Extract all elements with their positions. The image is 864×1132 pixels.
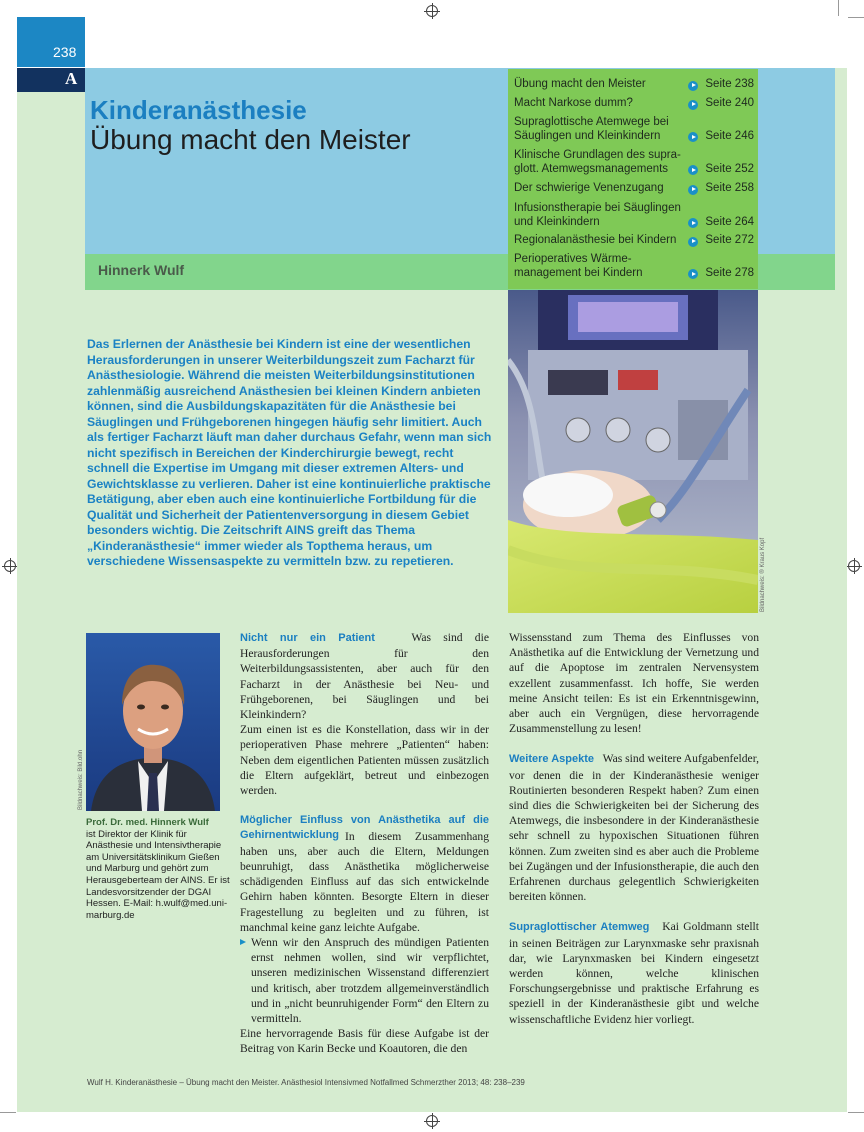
toc-item-title: Supraglottische Atemwege bei Säuglingen und Kleinkindern [514,116,669,142]
toc-item[interactable] [514,78,754,92]
paragraph [509,919,759,1026]
page-title: Kinderanästhesie [90,95,307,125]
toc-item-page: Seite 238 [705,78,754,90]
bullet-arrow-icon [240,939,246,945]
paragraph: In diesem Zusammenhang haben uns, aber auch die Eltern, Meldungen beunruhigt, dass Anästhetika möglicherweise schädigenden Einfluss auf das sich entwickelnde Gehirn haben könnten. Besorgte Eltern in dieser Fragestellung zu begleiten und zu führen, ist manchmal keine ganz leichte Aufgabe. [240,829,489,934]
arrow-right-icon [688,100,698,110]
paragraph-text: Kai Goldmann stellt in seinen Beiträgen zur Larynxmaske sehr praxisnah dar, wie Larynxmasken bei Kindern eingesetzt werden können, welche klinischen Forschungsergebnisse und praktische Erfahrung es speziell in der Kinderanästhesie gibt und welche wissenschaftliche Evidenz hier vorliegt. [509,920,759,1026]
toc-item[interactable] [514,116,754,143]
intro-text: Das Erlernen der Anästhesie bei Kindern ist eine der wesentlichen Herausforderungen in unserer Weiterbildungszeit zum Facharzt für Anästhesiologie. Während die meisten Weiterbildungsinstitutionen zahlenmäßig ausreichend Anästhesien bei kleinen Kindern anbieten können, sind die Ausbildungskapazitäten für die Anästhesie bei Säuglingen und Frühgeborenen hingegen häufig sehr limitiert. Auch als fertiger Facharzt läuft man daher durchaus Gefahr, wenn man sich nicht spezifisch in Bereichen der Kinderchirurgie bewegt, recht schnell die Expertise im Umgang mit dieser extremen Alters- und Gewichtsklasse zu verlieren. Daher ist eine kontinuierliche praktische Betätigung, aber eben auch eine kontinuierliche Fortbildung für die Qualität und Sicherheit der Patientenversorgung in diesem Gebiet besonders wichtig. Die Zeitschrift AINS greift das Thema „Kinderanästhesie“ immer wieder als Topthema heraus, um verschiedene Wissensaspekte zu vermitteln bzw. zu repetieren. [87,337,492,568]
crop-line [0,1112,16,1113]
toc-box [508,69,758,289]
section-heading: Nicht nur ein Patient [240,632,375,644]
toc-item[interactable] [514,234,754,248]
paragraph: Eine hervorragende Basis für diese Aufgabe ist der Beitrag von Karin Becke und Koautoren, die den [240,1027,489,1056]
toc-item-title: Infusionstherapie bei Säuglingen und Kleinkindern [514,202,681,228]
toc-item-title: Macht Narkose dumm? [514,97,633,109]
toc-item[interactable] [514,202,754,229]
arrow-right-icon [688,165,698,175]
toc-item-title: Regionalanästhesie bei Kindern [514,234,677,246]
anesthesia-photo [508,290,758,613]
arrow-right-icon [688,81,698,91]
toc-item-title: Klinische Grundlagen des supra-glott. Atemwegsmanagements [514,149,681,175]
caption-text: ist Direktor der Klinik für Anästhesie und Intensivtherapie am Universitätsklinikum Gießen und Marburg und gehört zum Herausgeberteam der AINS. Er ist Landesvorsitzender der DGAI Hessen. E-Mail: h.wulf@med.uni-marburg.de [86,828,230,921]
toc-item-page: Seite 264 [705,215,754,228]
paragraph: Wissensstand zum Thema des Einflusses von Anästhetika auf die Entwicklung der Vernetzung und auf die Apoptose im zentralen Nervensystem exzellent zusammenfasst. Ich hoffe, Sie werden meine Ansicht teilen: Es ist ein Erkenntnisgewinn, aber auch ein Vergnügen, diese hervorragende Zusammenstellung zu lesen! [509,631,759,736]
paragraph-text: Was sind weitere Aufgabenfelder, vor denen die in der Kinderanästhesie weniger Routinierten besonderen Respekt haben? Zum einen sind dies die Schwierigkeiten bei der Sicherung des Atemwegs, die insbesondere in der Kinderanästhesie sehr schnell zu hypoxischen Situationen führen können. Zum zweiten sind es aber auch die Probleme bei Zugängen und der Infusionstherapie, die auch den Erfahrenen durchaus gelegentlich Schwierigkeiten bereiten können. [509,752,759,904]
photo-credit: Bildnachweis: ® Kraus Kopf [760,537,766,612]
citation-footer: Wulf H. Kinderanästhesie – Übung macht den Meister. Anästhesiol Intensivmed Notfallmed Schmerzther 2013; 48: 238–239 [87,1078,525,1087]
registration-mark-left [2,558,18,574]
page-subtitle: Übung macht den Meister [90,124,411,155]
arrow-right-icon [688,218,698,228]
author-portrait [86,633,220,811]
crop-line [848,1112,864,1113]
arrow-right-icon [688,269,698,279]
author-caption [86,817,232,921]
paragraph [509,751,759,904]
section-letter: A [17,68,85,92]
body-column-1 [240,630,489,1057]
arrow-right-icon [688,237,698,247]
toc-item-page: Seite 246 [705,129,754,142]
toc-item[interactable] [514,253,754,280]
bullet-item [240,935,489,1026]
toc-item-page: Seite 272 [705,234,754,246]
author-name: Hinnerk Wulf [98,262,185,278]
toc-item-title: Perioperatives Wärme-management bei Kindern [514,253,643,279]
toc-item[interactable] [514,149,754,176]
toc-item-page: Seite 252 [705,162,754,175]
paragraph [240,630,489,722]
caption-name: Prof. Dr. med. Hinnerk Wulf [86,817,209,828]
toc-item-page: Seite 278 [705,266,754,279]
registration-mark-top [424,3,440,19]
toc-item-page: Seite 240 [705,97,754,109]
arrow-right-icon [688,185,698,195]
toc-item-title: Der schwierige Venenzugang [514,182,664,194]
toc-item[interactable] [514,97,754,111]
section-heading: Möglicher Einfluss von Anästhetika auf die Gehirnentwicklung [240,814,489,842]
section-heading: Supraglottischer Atemweg [509,921,650,934]
section-heading: Weitere Aspekte [509,753,595,766]
toc-item-title: Übung macht den Meister [514,78,646,90]
registration-mark-right [846,558,862,574]
paragraph-text: Was sind die Herausforderungen für den Weiterbildungsassistenten, aber auch für den Facharzt in der Anästhesie bei Neu- und Frühgeborenen, bei Säuglingen und bei Kleinkindern? [240,631,489,722]
body-column-2 [509,630,759,1027]
bullet-text: Wenn wir den Anspruch des mündigen Patienten ernst nehmen wollen, sind wir verpflichtet, unseren medizinischen Wissenstand differenziert und kritisch, aber trotzdem allgemeinverständlich und in „nicht beunruhigender Form“ den Eltern zu vermitteln. [251,936,489,1026]
arrow-right-icon [688,132,698,142]
registration-mark-bottom [424,1113,440,1129]
crop-line [838,0,839,16]
paragraph: Zum einen ist es die Konstellation, dass wir in der perioperativen Phase mehrere „Patienten“ haben: Neben dem eigentlichen Patienten müssen zusätzlich die Eltern aufgeklärt, betreut und einbezogen werden. [240,723,489,798]
crop-line [848,17,864,18]
page-number: 238 [17,17,85,67]
toc-item[interactable] [514,182,754,196]
portrait-credit: Bildnachweis: Bild.ohn [78,749,84,810]
toc-item-page: Seite 258 [705,182,754,194]
